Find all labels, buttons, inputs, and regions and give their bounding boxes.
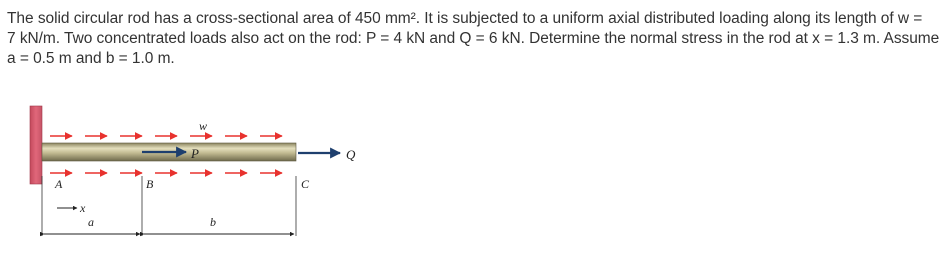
label-w: w [199, 119, 208, 133]
problem-line-3: a = 0.5 m and b = 1.0 m. [7, 50, 175, 67]
rod-diagram [0, 100, 950, 263]
fixed-wall [30, 106, 42, 184]
problem-line-2: 7 kN/m. Two concentrated loads also act on the rod: P = 4 kN and Q = 6 kN. Determine the normal stress in the rod at x = 1.3 m. Assume [7, 30, 940, 47]
problem-statement [7, 9, 943, 69]
label-Q: Q [346, 147, 356, 162]
label-B: B [146, 177, 154, 191]
label-b: b [210, 215, 216, 229]
problem-line-1: The solid circular rod has a cross-sectional area of 450 mm². It is subjected to a uniform axial distributed loading along its length of w = [7, 10, 923, 27]
label-C: C [301, 177, 310, 191]
label-A: A [55, 177, 63, 191]
label-P: P [191, 146, 199, 161]
label-x: x [80, 201, 86, 215]
label-a: a [88, 215, 94, 229]
